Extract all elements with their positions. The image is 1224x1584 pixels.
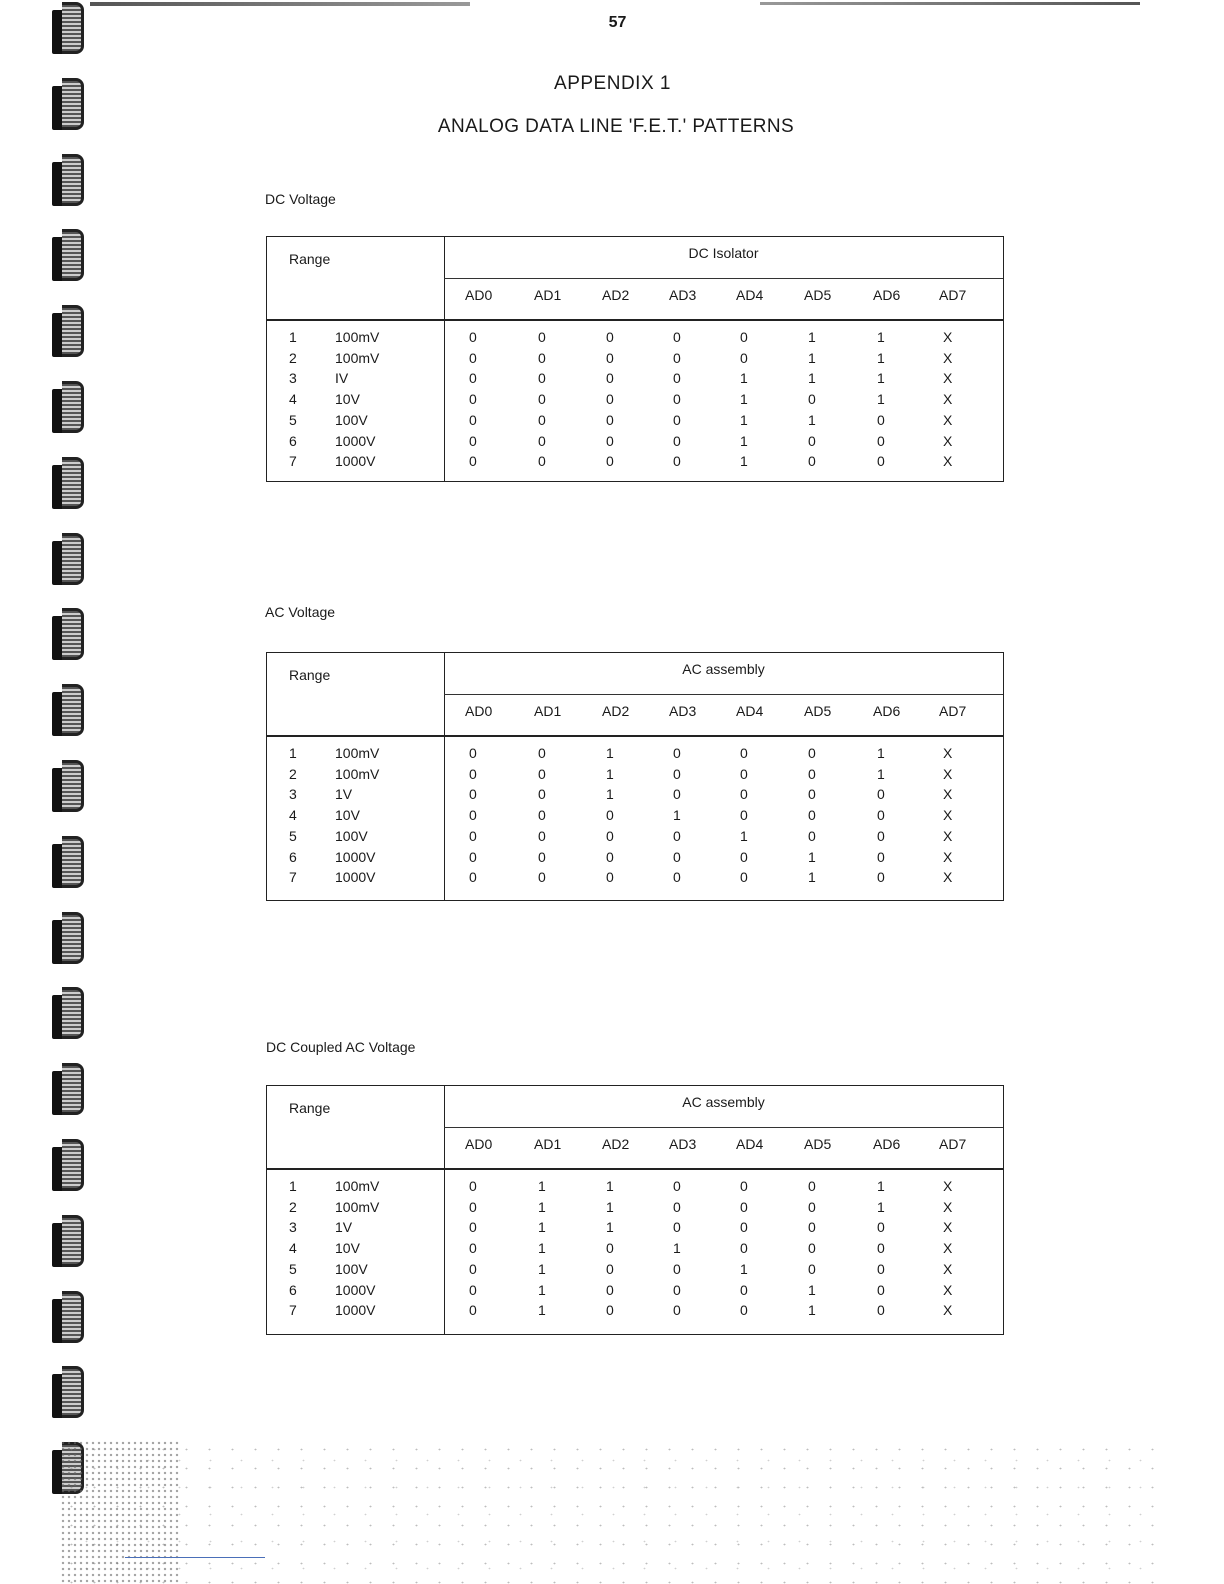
bit-cell: 0 <box>740 1219 748 1236</box>
range-value: 100mV <box>335 745 380 761</box>
bit-cell: X <box>943 349 953 366</box>
row-number: 5 <box>289 827 297 844</box>
bit-cell: X <box>943 391 953 408</box>
group-header-rule <box>444 694 1003 695</box>
bit-cell: 0 <box>808 432 816 449</box>
binding-ring <box>48 303 90 365</box>
column-header-ad0: AD0 <box>465 703 493 719</box>
column-header-ad6: AD6 <box>873 287 901 303</box>
bit-cell: 0 <box>606 848 614 865</box>
bit-cell: 0 <box>673 1198 681 1215</box>
range-value: 100mV <box>335 1178 380 1194</box>
section-label-dc-coupled-ac-voltage: DC Coupled AC Voltage <box>266 1039 416 1055</box>
bit-cell: 0 <box>740 1198 748 1215</box>
bit-cell: 1 <box>877 745 885 761</box>
bit-cell: 0 <box>740 765 748 782</box>
bit-cell: 1 <box>808 848 816 865</box>
row-number: 2 <box>289 765 297 782</box>
bit-cell: 0 <box>808 786 816 803</box>
bit-cell: 1 <box>606 1178 614 1194</box>
group-header-rule <box>444 278 1003 279</box>
bit-cell: 0 <box>877 432 885 449</box>
bit-cell: X <box>943 1240 953 1257</box>
bit-cell: 1 <box>606 1219 614 1236</box>
bit-cell: 1 <box>538 1198 546 1215</box>
range-value: 10V <box>335 1240 360 1257</box>
bit-cell: 0 <box>673 329 681 345</box>
bit-cell: X <box>943 411 953 428</box>
bit-cell: 0 <box>469 432 477 449</box>
bit-cell: 0 <box>606 827 614 844</box>
bit-cell: X <box>943 745 953 761</box>
bit-cell: 0 <box>740 745 748 761</box>
bit-cell: X <box>943 432 953 449</box>
row-number: 7 <box>289 453 297 470</box>
bit-cell: 1 <box>808 869 816 886</box>
bit-cell: 0 <box>808 1198 816 1215</box>
section-label-dc-voltage: DC Voltage <box>265 191 336 207</box>
bit-cell: 0 <box>740 1281 748 1298</box>
range-value: 1000V <box>335 432 376 449</box>
bit-cell: X <box>943 1260 953 1277</box>
bit-cell: X <box>943 807 953 824</box>
bit-cell: 1 <box>538 1240 546 1257</box>
column-header-ad3: AD3 <box>669 703 697 719</box>
bit-cell: 1 <box>606 765 614 782</box>
bit-cell: 0 <box>469 1178 477 1194</box>
range-value: IV <box>335 370 349 387</box>
column-header-ad3: AD3 <box>669 287 697 303</box>
column-header-ad5: AD5 <box>804 703 832 719</box>
bit-cell: 0 <box>469 1302 477 1319</box>
bit-cell: 0 <box>808 391 816 408</box>
bit-cell: 1 <box>808 349 816 366</box>
bit-cell: 0 <box>877 807 885 824</box>
column-header-ad2: AD2 <box>602 703 630 719</box>
range-header: Range <box>289 1100 331 1116</box>
bit-cell: 0 <box>606 453 614 470</box>
range-value: 1000V <box>335 1281 376 1298</box>
bit-cell: 0 <box>538 807 546 824</box>
bit-cell: 0 <box>469 411 477 428</box>
bit-cell: 0 <box>877 827 885 844</box>
column-header-ad3: AD3 <box>669 1136 697 1152</box>
row-number: 1 <box>289 1178 297 1194</box>
binding-ring <box>48 985 90 1047</box>
bit-cell: 1 <box>740 391 748 408</box>
bit-cell: 0 <box>673 370 681 387</box>
bit-cell: 0 <box>808 765 816 782</box>
range-value: 100mV <box>335 765 380 782</box>
bit-cell: 0 <box>469 745 477 761</box>
column-header-ad1: AD1 <box>534 287 562 303</box>
bit-cell: 0 <box>808 1178 816 1194</box>
bit-cell: 0 <box>877 1281 885 1298</box>
scan-top-rule <box>760 2 1140 5</box>
bit-cell: 1 <box>673 807 681 824</box>
range-value: 10V <box>335 391 360 408</box>
bit-cell: 0 <box>606 329 614 345</box>
bit-cell: 0 <box>469 1219 477 1236</box>
scan-edge-line <box>125 1557 265 1558</box>
bit-cell: 0 <box>606 349 614 366</box>
bit-cell: 1 <box>740 370 748 387</box>
bit-cell: 0 <box>606 1260 614 1277</box>
binding-ring <box>48 227 90 289</box>
binding-ring <box>48 834 90 896</box>
bit-cell: 1 <box>877 1198 885 1215</box>
binding-ring <box>48 379 90 441</box>
bit-cell: 0 <box>469 807 477 824</box>
binding-ring <box>48 682 90 744</box>
bit-cell: 0 <box>538 848 546 865</box>
binding-ring <box>48 1137 90 1199</box>
header-rule <box>267 735 1003 737</box>
bit-cell: 0 <box>538 765 546 782</box>
bit-cell: 0 <box>740 1240 748 1257</box>
range-value: 1V <box>335 1219 353 1236</box>
range-value: 1000V <box>335 453 376 470</box>
bit-cell: 0 <box>606 1302 614 1319</box>
range-value: 1000V <box>335 869 376 886</box>
column-header-ad1: AD1 <box>534 703 562 719</box>
scan-top-rule <box>90 2 470 6</box>
section-label-ac-voltage: AC Voltage <box>265 604 336 620</box>
dc-voltage-table <box>266 236 1004 482</box>
binding-ring <box>48 1213 90 1275</box>
bit-cell: X <box>943 765 953 782</box>
bit-cell: 0 <box>673 1260 681 1277</box>
bit-cell: 0 <box>469 827 477 844</box>
bit-cell: 0 <box>469 453 477 470</box>
range-value: 10V <box>335 807 360 824</box>
bit-cell: 0 <box>673 411 681 428</box>
bit-cell: 0 <box>740 1302 748 1319</box>
bit-cell: 0 <box>469 1281 477 1298</box>
bit-cell: 0 <box>673 786 681 803</box>
row-number: 6 <box>289 848 297 865</box>
bit-cell: 0 <box>673 827 681 844</box>
bit-cell: 1 <box>877 370 885 387</box>
column-header-ad4: AD4 <box>736 1136 764 1152</box>
range-value: 1000V <box>335 1302 376 1319</box>
bit-cell: X <box>943 827 953 844</box>
bit-cell: 1 <box>606 1198 614 1215</box>
group-header-rule <box>444 1127 1003 1128</box>
binding-ring <box>48 1061 90 1123</box>
binding-ring <box>48 758 90 820</box>
bit-cell: 0 <box>673 391 681 408</box>
bit-cell: X <box>943 453 953 470</box>
bit-cell: 0 <box>673 1178 681 1194</box>
bit-cell: 0 <box>469 1198 477 1215</box>
range-value: 100mV <box>335 329 380 345</box>
row-number: 4 <box>289 391 297 408</box>
row-number: 6 <box>289 1281 297 1298</box>
bit-cell: 0 <box>673 349 681 366</box>
column-header-ad4: AD4 <box>736 287 764 303</box>
column-header-ad6: AD6 <box>873 703 901 719</box>
bit-cell: 0 <box>673 765 681 782</box>
column-header-ad2: AD2 <box>602 287 630 303</box>
row-number: 6 <box>289 432 297 449</box>
bit-cell: 0 <box>673 453 681 470</box>
bit-cell: 1 <box>877 391 885 408</box>
bit-cell: 0 <box>673 1281 681 1298</box>
bit-cell: 1 <box>673 1240 681 1257</box>
bit-cell: 0 <box>808 1219 816 1236</box>
range-value: 100mV <box>335 1198 380 1215</box>
bit-cell: 0 <box>606 869 614 886</box>
scan-noise <box>60 1440 1170 1584</box>
bit-cell: 0 <box>673 869 681 886</box>
bit-cell: 1 <box>808 329 816 345</box>
row-number: 3 <box>289 786 297 803</box>
group-header: DC Isolator <box>688 245 759 261</box>
bit-cell: 0 <box>538 411 546 428</box>
bit-cell: 1 <box>538 1178 546 1194</box>
bit-cell: 0 <box>538 453 546 470</box>
row-number: 1 <box>289 329 297 345</box>
bit-cell: X <box>943 1281 953 1298</box>
bit-cell: 0 <box>808 1260 816 1277</box>
binding-ring <box>48 152 90 214</box>
bit-cell: 0 <box>877 786 885 803</box>
row-number: 7 <box>289 869 297 886</box>
bit-cell: 0 <box>740 329 748 345</box>
column-header-ad1: AD1 <box>534 1136 562 1152</box>
bit-cell: 0 <box>606 807 614 824</box>
bit-cell: X <box>943 848 953 865</box>
row-number: 3 <box>289 370 297 387</box>
row-number: 4 <box>289 807 297 824</box>
bit-cell: 0 <box>877 848 885 865</box>
bit-cell: 0 <box>808 745 816 761</box>
column-header-ad7: AD7 <box>939 703 967 719</box>
row-number: 4 <box>289 1240 297 1257</box>
range-value: 100V <box>335 411 368 428</box>
bit-cell: 0 <box>673 848 681 865</box>
bit-cell: 0 <box>740 786 748 803</box>
binding-ring <box>48 455 90 517</box>
column-header-ad5: AD5 <box>804 287 832 303</box>
bit-cell: 1 <box>808 370 816 387</box>
bit-cell: 1 <box>808 1281 816 1298</box>
bit-cell: 1 <box>877 765 885 782</box>
bit-cell: 1 <box>877 329 885 345</box>
bit-cell: 1 <box>740 827 748 844</box>
bit-cell: 0 <box>673 432 681 449</box>
bit-cell: 0 <box>740 807 748 824</box>
bit-cell: 0 <box>673 1219 681 1236</box>
bit-cell: 0 <box>606 1281 614 1298</box>
bit-cell: 0 <box>538 827 546 844</box>
bit-cell: 0 <box>469 1240 477 1257</box>
binding-ring <box>48 1289 90 1351</box>
column-header-ad4: AD4 <box>736 703 764 719</box>
bit-cell: 1 <box>740 432 748 449</box>
bit-cell: 0 <box>877 1302 885 1319</box>
bit-cell: 0 <box>606 391 614 408</box>
page-title: ANALOG DATA LINE 'F.E.T.' PATTERNS <box>437 116 795 137</box>
binding-ring <box>48 531 90 593</box>
column-header-ad0: AD0 <box>465 1136 493 1152</box>
bit-cell: 0 <box>808 453 816 470</box>
column-header-ad2: AD2 <box>602 1136 630 1152</box>
bit-cell: 1 <box>877 1178 885 1194</box>
row-number: 1 <box>289 745 297 761</box>
bit-cell: 0 <box>606 411 614 428</box>
bit-cell: 0 <box>538 869 546 886</box>
bit-cell: 0 <box>469 786 477 803</box>
bit-cell: X <box>943 1178 953 1194</box>
row-number: 2 <box>289 349 297 366</box>
bit-cell: 0 <box>469 765 477 782</box>
bit-cell: 0 <box>808 1240 816 1257</box>
bit-cell: 0 <box>877 1240 885 1257</box>
column-header-ad0: AD0 <box>465 287 493 303</box>
bit-cell: 0 <box>673 745 681 761</box>
bit-cell: 0 <box>740 349 748 366</box>
row-number: 3 <box>289 1219 297 1236</box>
appendix-heading: APPENDIX 1 <box>554 73 671 94</box>
bit-cell: 0 <box>469 349 477 366</box>
bit-cell: 1 <box>606 745 614 761</box>
row-number: 2 <box>289 1198 297 1215</box>
bit-cell: X <box>943 329 953 345</box>
column-header-ad6: AD6 <box>873 1136 901 1152</box>
row-number: 5 <box>289 411 297 428</box>
header-rule <box>267 319 1003 321</box>
row-number: 7 <box>289 1302 297 1319</box>
bit-cell: 1 <box>740 453 748 470</box>
bit-cell: 0 <box>877 1219 885 1236</box>
bit-cell: 0 <box>877 411 885 428</box>
bit-cell: X <box>943 1219 953 1236</box>
bit-cell: 0 <box>538 370 546 387</box>
bit-cell: 0 <box>740 848 748 865</box>
bit-cell: 0 <box>740 1178 748 1194</box>
bit-cell: 0 <box>606 432 614 449</box>
bit-cell: 0 <box>538 329 546 345</box>
bit-cell: 0 <box>606 370 614 387</box>
range-header: Range <box>289 667 331 683</box>
bit-cell: 1 <box>538 1302 546 1319</box>
bit-cell: 0 <box>538 391 546 408</box>
bit-cell: 0 <box>469 329 477 345</box>
ac-voltage-table <box>266 652 1004 901</box>
bit-cell: 0 <box>877 869 885 886</box>
bit-cell: X <box>943 1198 953 1215</box>
column-header-ad7: AD7 <box>939 1136 967 1152</box>
scan-noise <box>60 1440 180 1584</box>
binding-ring <box>48 910 90 972</box>
bit-cell: 0 <box>740 869 748 886</box>
bit-cell: 0 <box>469 370 477 387</box>
column-header-ad7: AD7 <box>939 287 967 303</box>
group-header: AC assembly <box>682 661 765 677</box>
bit-cell: X <box>943 370 953 387</box>
bit-cell: 1 <box>606 786 614 803</box>
bit-cell: 1 <box>740 411 748 428</box>
binding-ring <box>48 1364 90 1426</box>
range-value: 1V <box>335 786 353 803</box>
bit-cell: 0 <box>538 432 546 449</box>
header-rule <box>267 1168 1003 1170</box>
bit-cell: 1 <box>538 1281 546 1298</box>
bit-cell: 1 <box>538 1260 546 1277</box>
bit-cell: 0 <box>469 848 477 865</box>
bit-cell: 1 <box>877 349 885 366</box>
bit-cell: 0 <box>606 1240 614 1257</box>
bit-cell: 0 <box>877 1260 885 1277</box>
bit-cell: 0 <box>538 349 546 366</box>
bit-cell: 0 <box>469 869 477 886</box>
bit-cell: 0 <box>808 827 816 844</box>
range-value: 100mV <box>335 349 380 366</box>
bit-cell: X <box>943 1302 953 1319</box>
range-value: 100V <box>335 827 368 844</box>
bit-cell: 0 <box>538 745 546 761</box>
bit-cell: X <box>943 869 953 886</box>
range-header: Range <box>289 251 331 267</box>
bit-cell: X <box>943 786 953 803</box>
dc-coupled-ac-voltage-table <box>266 1085 1004 1335</box>
binding-ring <box>48 606 90 668</box>
bit-cell: 1 <box>538 1219 546 1236</box>
page-number: 57 <box>608 14 627 31</box>
row-number: 5 <box>289 1260 297 1277</box>
bit-cell: 0 <box>673 1302 681 1319</box>
range-value: 100V <box>335 1260 368 1277</box>
bit-cell: 1 <box>808 411 816 428</box>
bit-cell: 0 <box>808 807 816 824</box>
bit-cell: 1 <box>808 1302 816 1319</box>
bit-cell: 1 <box>740 1260 748 1277</box>
range-value: 1000V <box>335 848 376 865</box>
bit-cell: 0 <box>538 786 546 803</box>
bit-cell: 0 <box>469 1260 477 1277</box>
group-header: AC assembly <box>682 1094 765 1110</box>
bit-cell: 0 <box>877 453 885 470</box>
bit-cell: 0 <box>469 391 477 408</box>
column-header-ad5: AD5 <box>804 1136 832 1152</box>
